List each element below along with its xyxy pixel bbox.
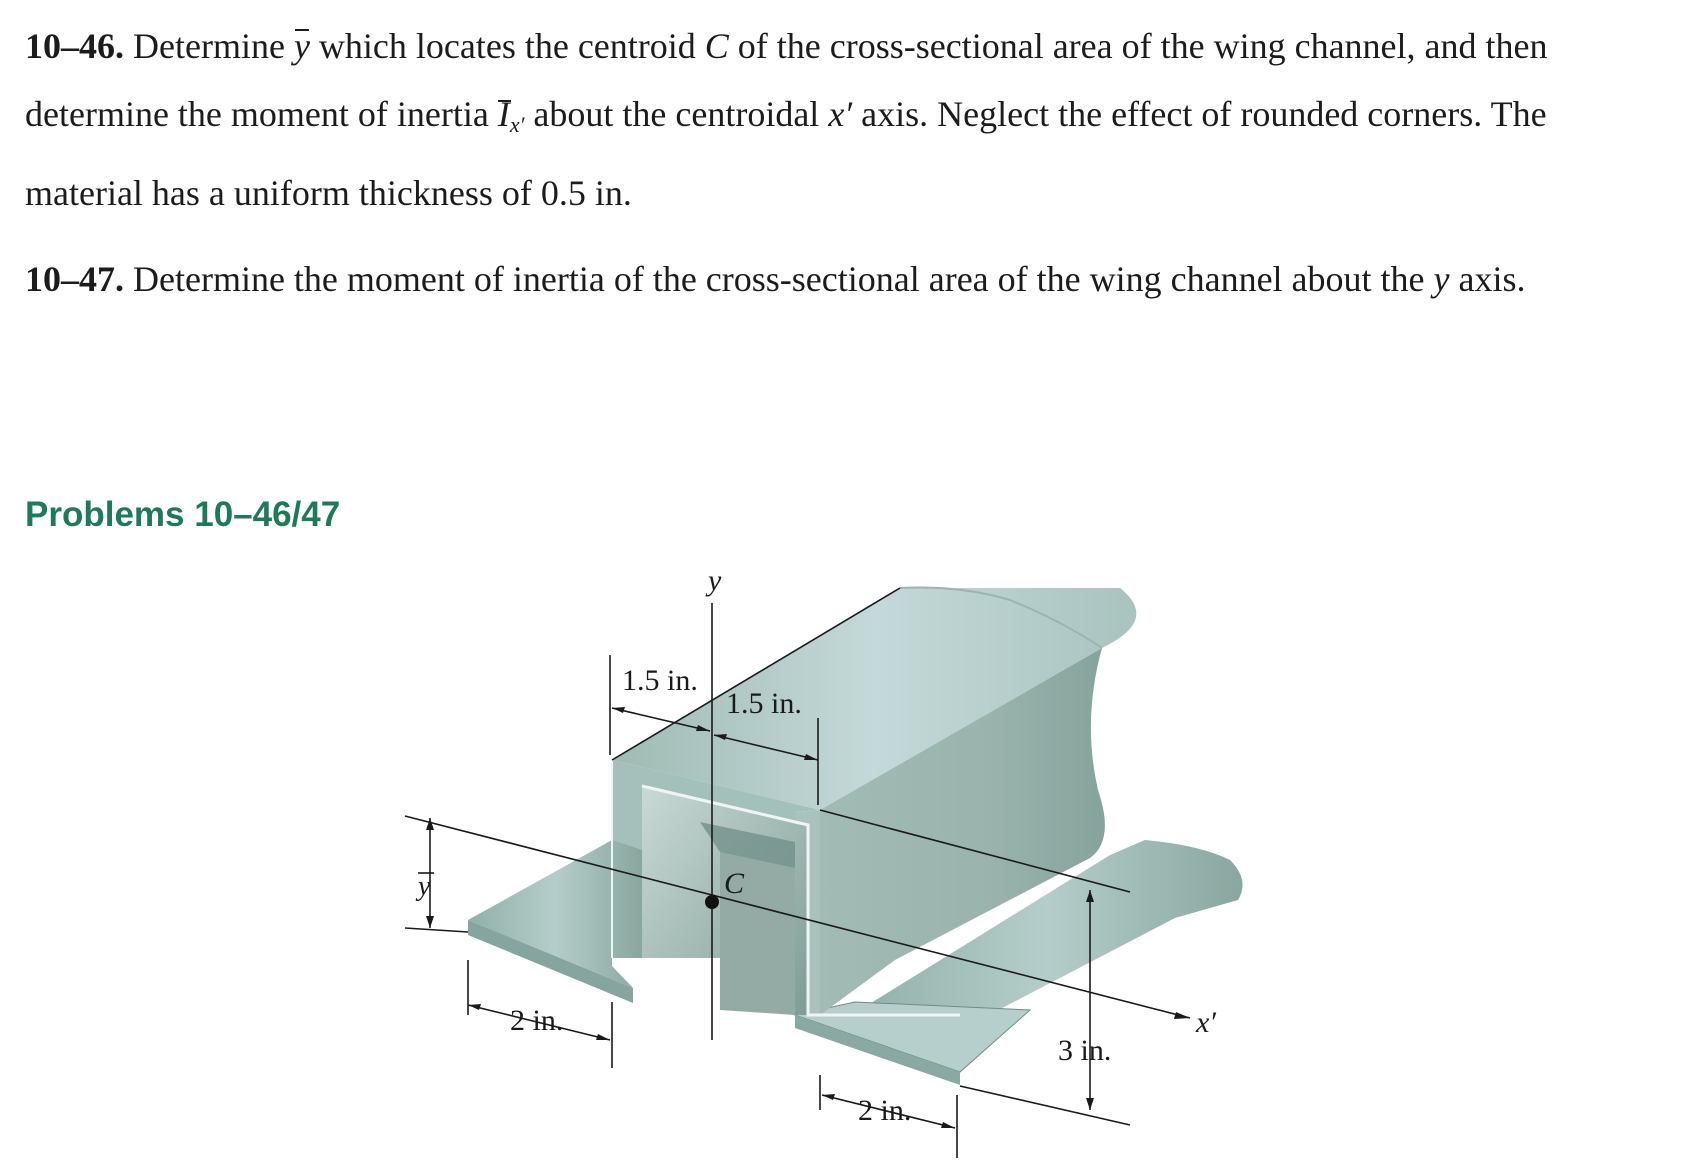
centroid-symbol: C bbox=[704, 26, 729, 66]
dim-label-top-right: 1.5 in. bbox=[726, 687, 802, 720]
xprime-axis-label: x′ bbox=[1196, 1006, 1216, 1039]
moment-of-inertia-symbol: I bbox=[497, 94, 510, 134]
dim-label-height: 3 in. bbox=[1058, 1034, 1112, 1067]
channel-body bbox=[468, 588, 1243, 1086]
y-axis-label: y bbox=[708, 564, 722, 597]
dim-label-top-left: 1.5 in. bbox=[622, 664, 698, 697]
problem-number: 10–47. bbox=[25, 259, 124, 299]
dim-label-right-flange: 2 in. bbox=[858, 1094, 912, 1127]
centroid-point bbox=[705, 895, 719, 909]
xprime-symbol: x′ bbox=[828, 94, 853, 134]
dim-extension bbox=[960, 1086, 1130, 1125]
ybar-symbol: y bbox=[293, 26, 310, 66]
dim-extension bbox=[405, 928, 468, 932]
problem-10-47: 10–47. Determine the moment of inertia of the cross-sectional area of the wing channel about the y axis. bbox=[25, 259, 1526, 299]
centroid-label: C bbox=[724, 867, 745, 900]
dim-label-left-flange: 2 in. bbox=[510, 1004, 564, 1037]
problem-number: 10–46. bbox=[25, 26, 124, 66]
problem-10-46: 10–46. Determine y which locates the centroid C of the cross-sectional area of the wing channel, and then determine the moment of inertia $I_{x'}$ about the centroidal x′ axis. Neglect the effect of rounded corners. The material has a uniform thickness of 0.5 in. bbox=[25, 26, 1548, 213]
ybar-label: y bbox=[418, 871, 431, 902]
y-symbol: y bbox=[1433, 259, 1450, 299]
figure-caption: Problems 10–46/47 bbox=[25, 495, 341, 534]
moment-of-inertia-subscript: x′ bbox=[509, 112, 525, 137]
